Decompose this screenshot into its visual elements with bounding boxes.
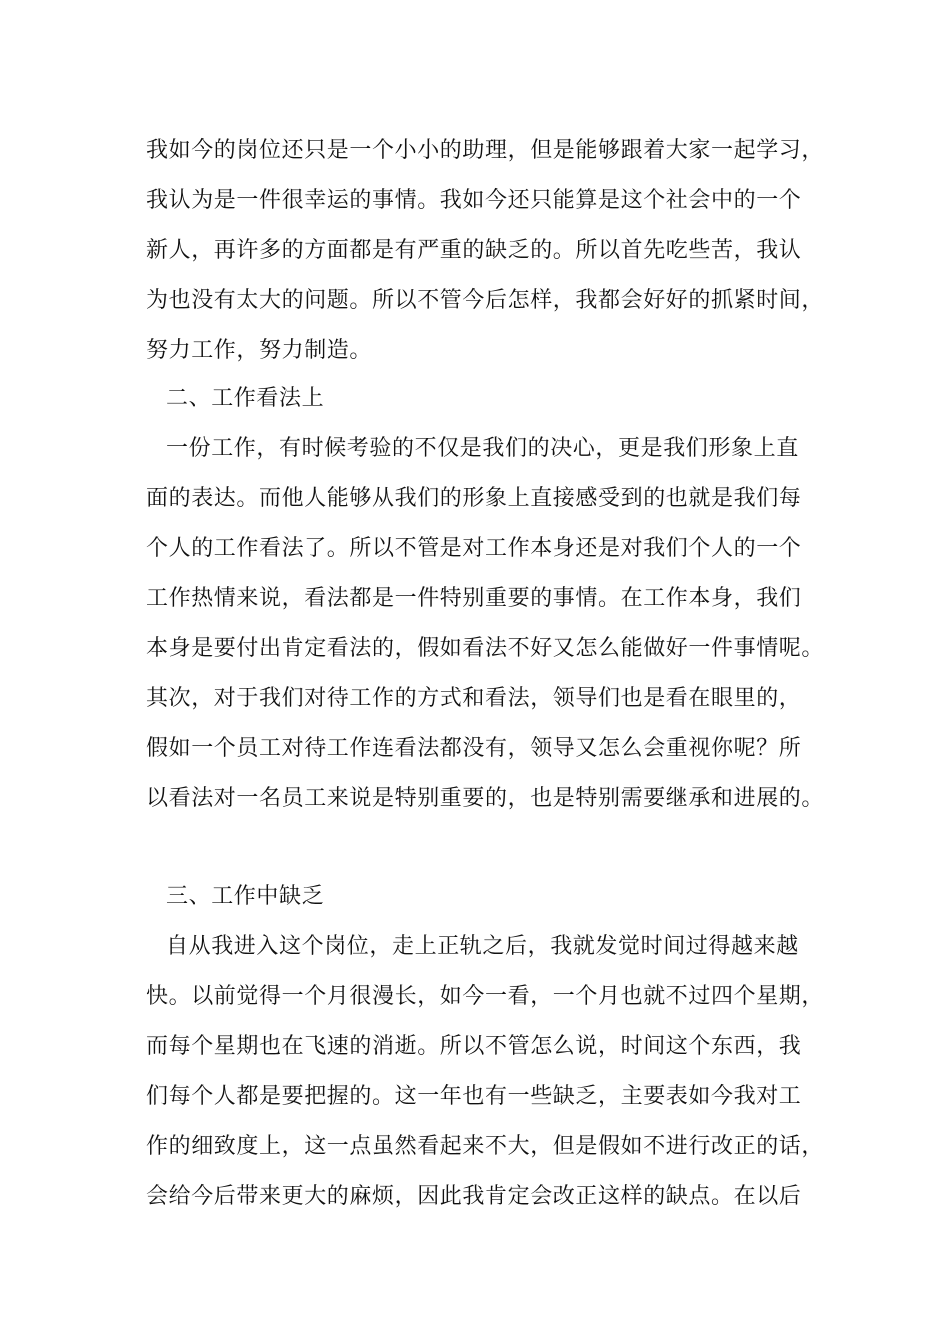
- paragraph-line: 而每个星期也在飞速的消逝。所以不管怎么说，时间这个东西，我: [146, 1034, 802, 1059]
- paragraph-line: 快。以前觉得一个月很漫长，如今一看，一个月也就不过四个星期，: [146, 984, 825, 1009]
- paragraph-line: 们每个人都是要把握的。这一年也有一些缺乏，主要表如今我对工: [146, 1084, 802, 1109]
- paragraph-line: 本身是要付出肯定看法的，假如看法不好又怎么能做好一件事情呢。: [146, 636, 825, 661]
- paragraph-line: 我如今的岗位还只是一个小小的助理，但是能够跟着大家一起学习，: [146, 138, 825, 163]
- paragraph-line: 努力工作，努力制造。: [146, 338, 373, 363]
- paragraph-line: 面的表达。而他人能够从我们的形象上直接感受到的也就是我们每: [146, 486, 802, 511]
- paragraph-line: 一份工作，有时候考验的不仅是我们的决心，更是我们形象上直: [166, 436, 799, 461]
- section-heading: 三、工作中缺乏: [166, 884, 325, 909]
- paragraph-line: 新人，再许多的方面都是有严重的缺乏的。所以首先吃些苦，我认: [146, 238, 802, 263]
- paragraph-line: 假如一个员工对待工作连看法都没有，领导又怎么会重视你呢？所: [146, 736, 802, 761]
- section-heading: 二、工作看法上: [166, 386, 325, 411]
- paragraph-line: 为也没有太大的问题。所以不管今后怎样，我都会好好的抓紧时间，: [146, 288, 825, 313]
- paragraph-line: 作的细致度上，这一点虽然看起来不大，但是假如不进行改正的话，: [146, 1134, 825, 1159]
- paragraph-line: 工作热情来说，看法都是一件特别重要的事情。在工作本身，我们: [146, 586, 802, 611]
- paragraph-line: 自从我进入这个岗位，走上正轨之后，我就发觉时间过得越来越: [166, 934, 799, 959]
- paragraph-line: 个人的工作看法了。所以不管是对工作本身还是对我们个人的一个: [146, 536, 802, 561]
- paragraph-line: 其次，对于我们对待工作的方式和看法，领导们也是看在眼里的，: [146, 686, 802, 711]
- paragraph-line: 以看法对一名员工来说是特别重要的，也是特别需要继承和进展的。: [146, 786, 825, 811]
- paragraph-line: 我认为是一件很幸运的事情。我如今还只能算是这个社会中的一个: [146, 188, 802, 213]
- paragraph-line: 会给今后带来更大的麻烦，因此我肯定会改正这样的缺点。在以后: [146, 1184, 802, 1209]
